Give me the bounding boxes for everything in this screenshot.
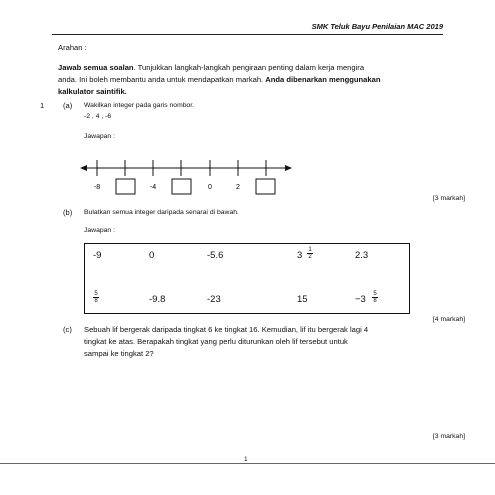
integer-list-box <box>84 243 410 314</box>
tick-label-3: 0 <box>208 184 212 191</box>
part-b-prompt: Bulatkan semua integer daripada senarai di bawah. <box>84 209 239 216</box>
list-value[interactable]: -9 <box>93 250 102 261</box>
answer-box-2[interactable] <box>172 179 191 194</box>
mixed-whole: 3 <box>297 250 303 261</box>
instructions-heading: Arahan : <box>58 43 87 52</box>
number-line-right-arrow <box>285 165 292 171</box>
fraction-numerator: 1 <box>308 247 312 253</box>
tick-label-2: -4 <box>149 184 157 191</box>
part-c-line-3: sampai ke tingkat 2? <box>84 349 154 358</box>
part-b-marks: [4 markah] <box>432 316 465 323</box>
part-c-marks: [3 markah] <box>432 433 465 440</box>
mixed-whole: −3 <box>355 294 366 305</box>
list-value[interactable]: -23 <box>207 294 221 305</box>
part-a-integers: -2 , 4 , -6 <box>84 113 112 120</box>
answer-box-1[interactable] <box>116 179 135 194</box>
answer-box-3[interactable] <box>256 179 275 194</box>
mixed-fraction <box>307 247 313 260</box>
list-value-fraction[interactable] <box>93 291 99 304</box>
instructions-bold-1: Jawab semua soalan <box>58 63 134 72</box>
fraction-numerator: 5 <box>94 291 98 297</box>
number-line <box>80 152 295 197</box>
list-value[interactable]: 15 <box>297 294 308 305</box>
part-b-label: (b) <box>63 208 73 217</box>
part-b-answer-label: Jawapan : <box>84 227 115 234</box>
part-c-label: (c) <box>63 325 72 334</box>
list-value[interactable]: -5.6 <box>207 250 224 261</box>
part-a-answer-label: Jawapan : <box>84 133 115 140</box>
part-a-marks: [3 markah] <box>432 195 465 202</box>
instructions-text-1: . Tunjukkan langkah-langkah pengiraan penting dalam kerja mengira <box>133 63 365 72</box>
fraction-denominator: 8 <box>373 298 377 304</box>
fraction-denominator: 2 <box>308 254 312 260</box>
part-c-line-1: Sebuah lif bergerak daripada tingkat 6 ke tingkat 16. Kemudian, lif itu bergerak lagi 4 <box>84 325 369 334</box>
number-line-left-arrow <box>80 165 87 171</box>
instructions-body <box>58 62 443 98</box>
tick-label-4: 2 <box>236 184 240 191</box>
instructions-text-2: anda. Ini boleh membantu anda untuk mendapatkan markah. <box>58 75 264 84</box>
mixed-fraction <box>372 291 378 304</box>
part-a-prompt: Wakilkan integer pada garis nombor. <box>84 102 195 109</box>
tick-label-1: -8 <box>93 184 101 191</box>
list-value-mixed-number[interactable] <box>297 250 302 261</box>
fraction-numerator: 5 <box>373 291 377 297</box>
fraction-denominator: 8 <box>94 298 98 304</box>
question-number: 1 <box>40 101 45 110</box>
header-divider <box>52 34 443 35</box>
part-c-line-2: tingkat ke atas. Berapakah tingkat yang perlu diturunkan oleh lif tersebut untuk <box>84 337 348 346</box>
list-value-mixed-number[interactable] <box>355 294 366 305</box>
footer-divider <box>0 463 495 464</box>
instructions-bold-2: Anda dibenarkan menggunakan <box>265 75 381 84</box>
instructions-bold-3: kalkulator saintifik. <box>58 87 127 96</box>
part-a-label: (a) <box>63 101 73 110</box>
page-header-title: SMK Teluk Bayu Penilaian MAC 2019 <box>311 22 443 31</box>
part-c-text <box>84 324 424 360</box>
page-number: 1 <box>244 456 248 463</box>
list-value[interactable]: 2.3 <box>355 250 369 261</box>
list-value[interactable]: -9.8 <box>149 294 166 305</box>
list-value[interactable]: 0 <box>149 250 155 261</box>
